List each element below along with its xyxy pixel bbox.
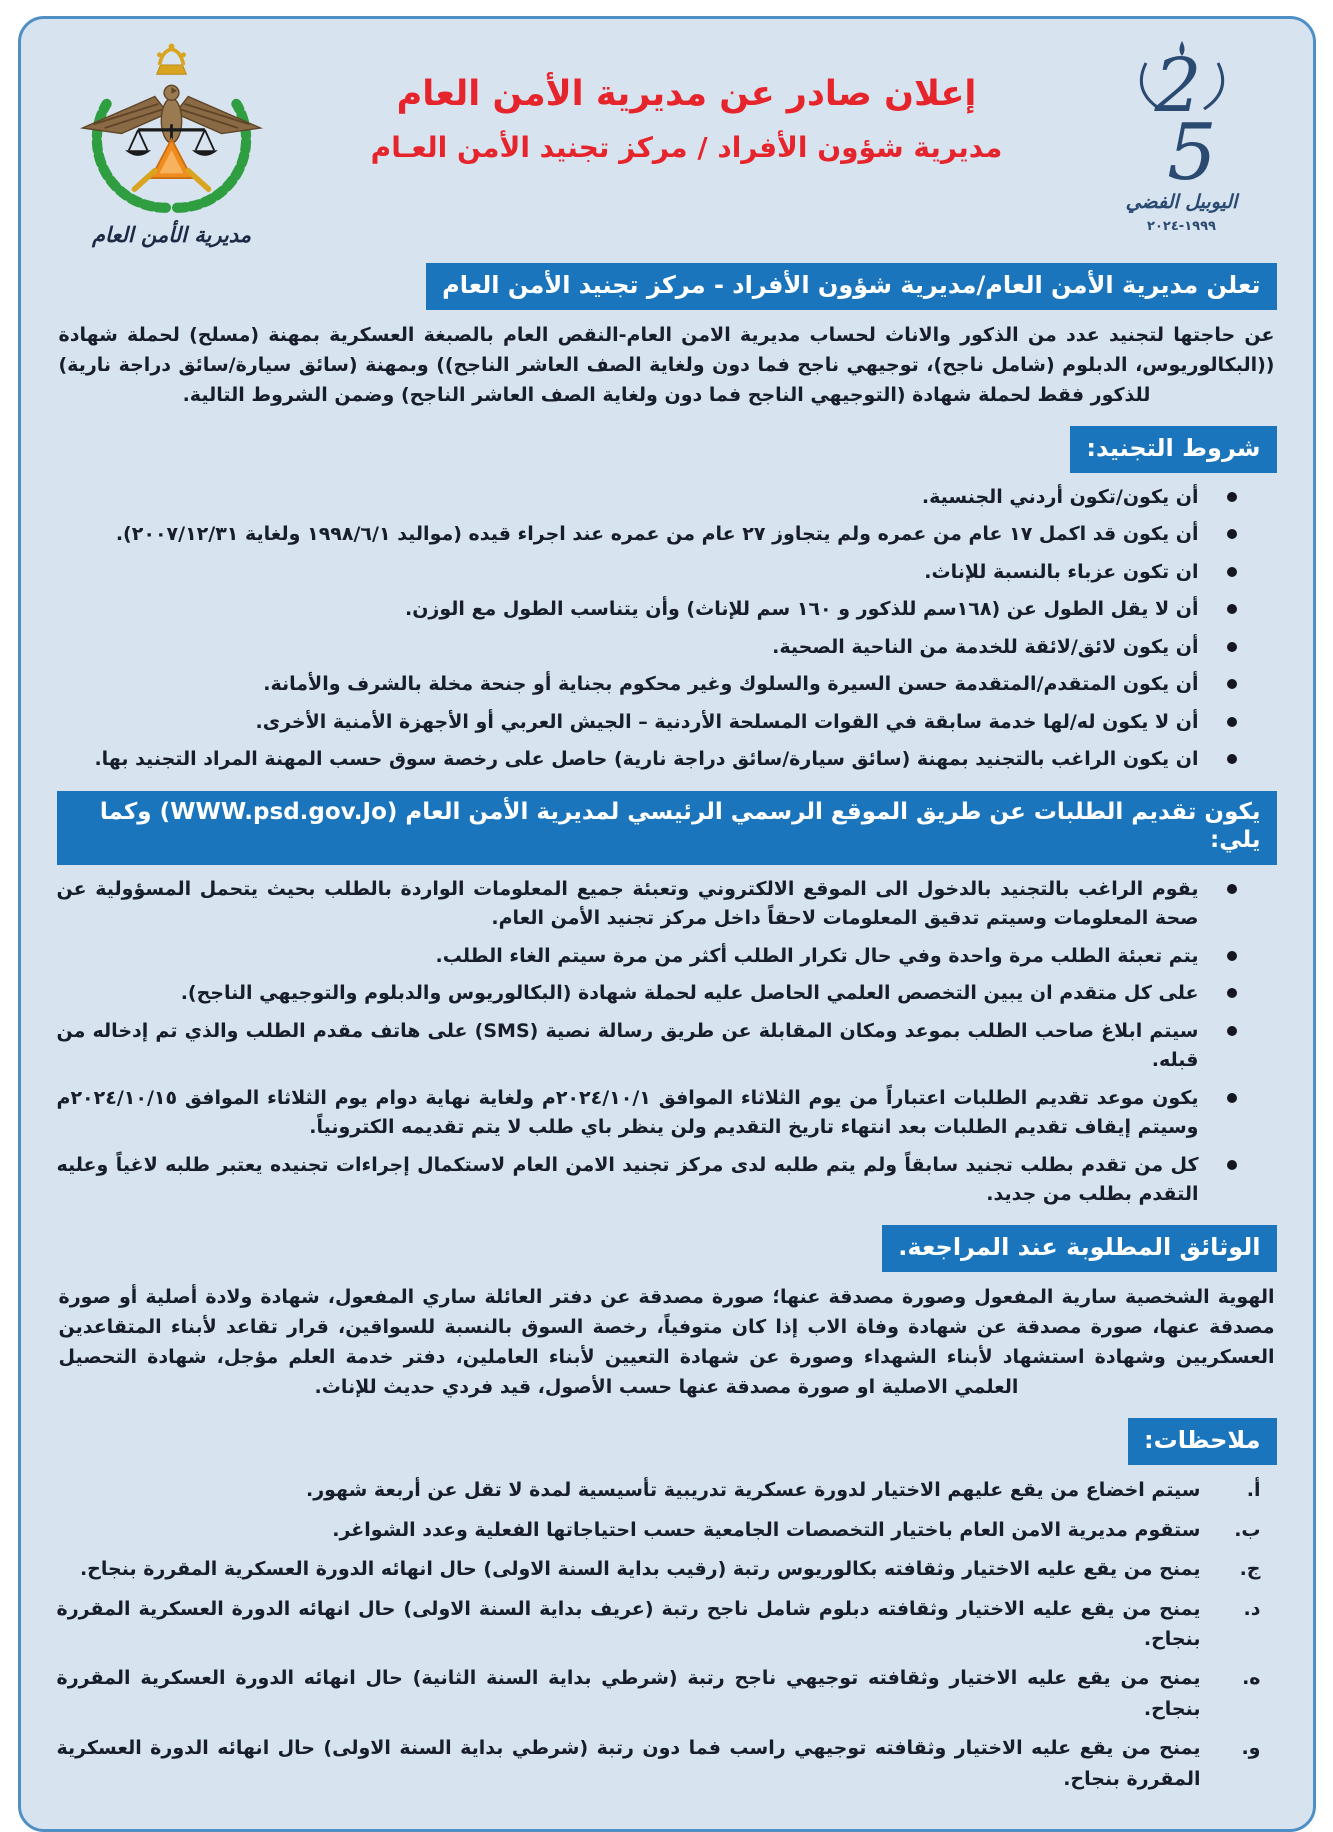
bullet-icon [1227,988,1237,998]
bullet-icon [1227,567,1237,577]
jubilee-25-icon [1107,37,1257,187]
list-item: أن يكون المتقدم/المتقدمة حسن السيرة والسلوك وغير محكوم بجناية أو جنحة مخلة بالشرف والأمانة. [57,670,1237,699]
announce-intro: عن حاجتها لتجنيد عدد من الذكور والاناث لحساب مديرية الامن العام-النقص العام بالصبغة العسكرية بمهنة (مسلح) لحملة شهادة ((البكالوريوس، الدبلوم (شامل ناجح)، توجيهي ناجح فما دون ولغاية الصف العاشر الناجح)) وبمهنة (سائق سيارة/سائق دراجة نارية) للذكور فقط لحملة شهادة (التوجيهي الناجح فما دون ولغاية الصف العاشر الناجح) وضمن الشروط التالية. [58,324,1275,407]
note-letter: و. [1241,1737,1261,1760]
list-item: يكون موعد تقديم الطلبات اعتباراً من يوم الثلاثاء الموافق ٢٠٢٤/١٠/١م ولغاية نهاية دوام يوم الثلاثاء الموافق ٢٠٢٤/١٠/١٥م وسيتم إيقاف تقديم الطلبات بعد انتهاء تاريخ التقديم ولن ينظر باي طلب لا يتم تقديمه الكترونياً. [57,1084,1237,1143]
bullet-icon [1227,951,1237,961]
bullet-icon [1227,717,1237,727]
list-item: ان يكون الراغب بالتجنيد بمهنة (سائق سيارة/سائق دراجة نارية) حاصل على رخصة سوق حسب المهنة المراد التجنيد بها. [57,745,1237,774]
psd-emblem-icon [69,39,274,217]
svg-text:5: 5 [1166,108,1217,187]
list-item: سيتم ابلاغ صاحب الطلب بموعد ومكان المقابلة عن طريق رسالة نصية (SMS) على هاتف مقدم الطلب والذي تم إدخاله من قبله. [57,1017,1237,1076]
section-application [57,791,1277,1210]
bullet-icon [1227,754,1237,764]
bullet-icon [1227,679,1237,689]
documents-bar: الوثائق المطلوبة عند المراجعة. [882,1225,1276,1272]
list-item: أن لا يكون له/لها خدمة سابقة في القوات المسلحة الأردنية – الجيش العربي أو الأجهزة الأمنية الأخرى. [57,708,1237,737]
list-item: أن يكون قد اكمل ١٧ عام من عمره ولم يتجاوز ٢٧ عام من عمره عند اجراء قيده (مواليد ١٩٩٨/٦/١ ولغاية ٢٠٠٧/١٢/٣١). [57,520,1237,549]
application-bar: يكون تقديم الطلبات عن طريق الموقع الرسمي الرئيسي لمديرية الأمن العام (WWW.psd.gov.Jo) وكما يلي: [57,791,1277,866]
announce-bar: تعلن مديرية الأمن العام/مديرية شؤون الأفراد - مركز تجنيد الأمن العام [426,263,1276,310]
svg-text:2: 2 [1153,43,1202,129]
jubilee-caption: اليوبيل الفضي [1125,191,1238,213]
list-item: و. يمنح من يقع عليه الاختيار وثقافته توجيهي راسب فما دون رتبة (شرطي بداية السنة الاولى) حال انهائه الدورة العسكرية المقررة بنجاح. [57,1733,1261,1794]
application-list [57,875,1277,1209]
page-title: إعلان صادر عن مديرية الأمن العام [396,74,977,114]
list-item: ج. يمنح من يقع عليه الاختيار وثقافته بكالوريوس رتبة (رقيب بداية السنة الاولى) حال انهائه الدورة العسكرية المقررة بنجاح. [57,1554,1261,1584]
list-item: ب. ستقوم مديرية الامن العام باختيار التخصصات الجامعية حسب احتياجاتها الفعلية وعدد الشواغر. [57,1515,1261,1545]
bullet-icon [1227,529,1237,539]
silver-jubilee-logo [1087,33,1277,234]
jubilee-years: ١٩٩٩-٢٠٢٤ [1147,219,1216,234]
list-item: ه. يمنح من يقع عليه الاختيار وثقافته توجيهي ناجح رتبة (شرطي بداية السنة الثانية) حال انهائه الدورة العسكرية المقررة بنجاح. [57,1663,1261,1724]
notes-list [57,1475,1277,1794]
requirements-list [57,483,1277,775]
bullet-icon [1227,1026,1237,1036]
notes-bar: ملاحظات: [1128,1418,1276,1465]
section-requirements [57,426,1277,775]
bullet-icon [1227,1160,1237,1170]
list-item: أن يكون/تكون أردني الجنسية. [57,483,1237,512]
requirements-bar: شروط التجنيد: [1070,426,1276,473]
note-letter: ب. [1234,1518,1261,1541]
bullet-icon [1227,492,1237,502]
note-letter: ه. [1242,1667,1261,1690]
list-item: كل من تقدم بطلب تجنيد سابقاً ولم يتم طلبه لدى مركز تجنيد الامن العام لاستكمال إجراءات تجنيده يعتبر طلبه لاغياً وعليه التقدم بطلب من جديد. [57,1151,1237,1210]
bullet-icon [1227,1093,1237,1103]
psd-emblem [57,33,287,247]
list-item: يتم تعبئة الطلب مرة واحدة وفي حال تكرار الطلب أكثر من مرة سيتم الغاء الطلب. [57,942,1237,971]
list-item: د. يمنح من يقع عليه الاختيار وثقافته دبلوم شامل ناجح رتبة (عريف بداية السنة الاولى) حال انهائه الدورة العسكرية المقررة بنجاح. [57,1594,1261,1655]
page-subtitle: مديرية شؤون الأفراد / مركز تجنيد الأمن العـام [370,131,1003,164]
list-item: أن يكون لائق/لائقة للخدمة من الناحية الصحية. [57,633,1237,662]
bullet-icon [1227,884,1237,894]
emblem-caption: مديرية الأمن العام [91,223,252,247]
note-letter: ج. [1239,1558,1261,1581]
list-item: أ. سيتم اخضاع من يقع عليهم الاختيار لدورة عسكرية تدريبية تأسيسية لمدة لا تقل عن أربعة شهور. [57,1475,1261,1505]
note-letter: أ. [1246,1479,1261,1502]
list-item: يقوم الراغب بالتجنيد بالدخول الى الموقع الالكتروني وتعبئة جميع المعلومات الواردة بالطلب بحيث يتحمل المسؤولية عن صحة المعلومات وسيتم تدقيق المعلومات لاحقاً داخل مركز تجنيد الأمن العام. [57,875,1237,934]
documents-body: الهوية الشخصية سارية المفعول وصورة مصدقة عنها؛ صورة مصدقة عن دفتر العائلة ساري المفعول، شهادة ولادة أصلية أو صورة مصدقة عنها، صورة مصدقة عن شهادة وفاة الاب إذا كان متوفياً، رخصة السوق بالنسبة للسواقين، قرار تقاعد لأبناء المتقاعدين العسكريين وشهادة استشهاد لأبناء الشهداء وصورة عن شهادة التعيين لأبناء العاملين، دفتر خدمة العلم مؤجل، شهادة التحصيل العلمي الاصلية او صورة مصدقة عنها حسب الأصول، قيد فردي حديث للإناث. [58,1286,1275,1399]
list-item: على كل متقدم ان يبين التخصص العلمي الحاصل عليه لحملة شهادة (البكالوريوس والدبلوم والتوجيهي الناجح). [57,979,1237,1008]
title-block [287,33,1087,165]
list-item: ان تكون عزباء بالنسبة للإناث. [57,558,1237,587]
section-notes [57,1418,1277,1794]
note-letter: د. [1243,1597,1261,1620]
list-item: أن لا يقل الطول عن (١٦٨سم للذكور و ١٦٠ سم للإناث) وأن يتناسب الطول مع الوزن. [57,595,1237,624]
section-announce [57,263,1277,410]
bullet-icon [1227,642,1237,652]
bullet-icon [1227,604,1237,614]
header [57,33,1277,247]
section-documents [57,1225,1277,1402]
announcement-sheet [18,16,1316,1832]
